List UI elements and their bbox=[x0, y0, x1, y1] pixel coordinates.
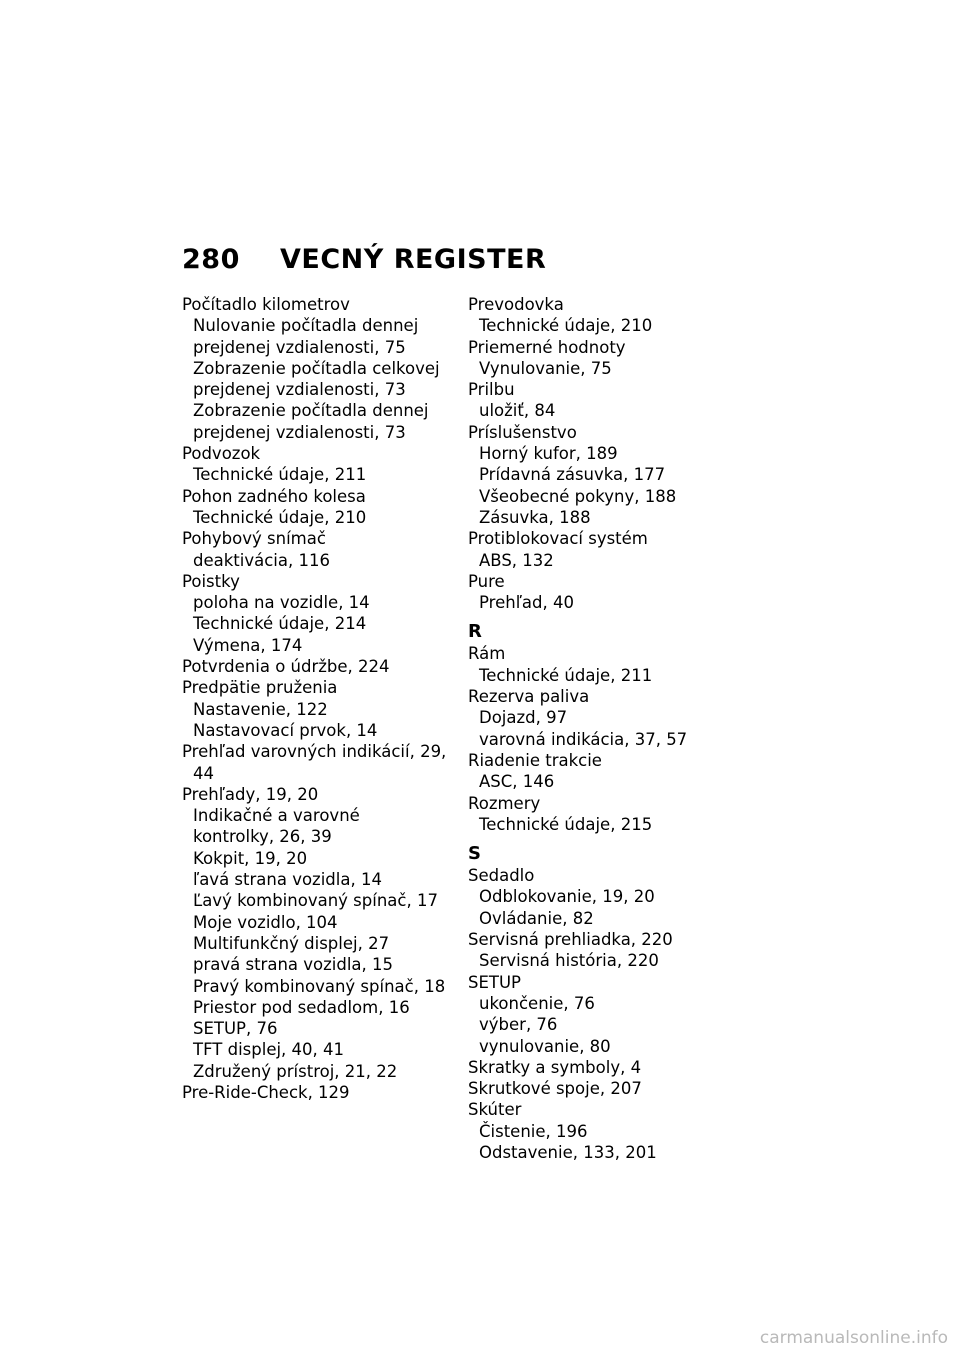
index-subterm: Technické údaje, 215 bbox=[479, 814, 653, 834]
index-subterm: deaktivácia, 116 bbox=[193, 550, 330, 570]
index-term: Prehľady, 19, 20 bbox=[182, 784, 319, 804]
index-term: Prilbu bbox=[468, 380, 515, 400]
index-subterm: Priestor pod sedadlom, 16 bbox=[193, 997, 410, 1017]
index-entry bbox=[468, 379, 718, 422]
index-term: Protiblokovací systém bbox=[468, 529, 648, 549]
index-term: Podvozok bbox=[182, 444, 261, 464]
index-entry bbox=[468, 528, 718, 571]
index-term: Riadenie trakcie bbox=[468, 750, 602, 770]
page-header bbox=[182, 244, 546, 275]
index-entry bbox=[468, 686, 718, 750]
index-subterm: Multifunkčný displej, 27 bbox=[193, 933, 390, 953]
index-column-right bbox=[468, 294, 718, 1163]
index-subterm: Technické údaje, 211 bbox=[193, 465, 367, 485]
index-term: SETUP bbox=[468, 972, 522, 992]
index-subterm: ukončenie, 76 bbox=[479, 993, 595, 1013]
index-subterm: Technické údaje, 210 bbox=[479, 316, 653, 336]
index-subterm: prejdenej vzdialenosti, 73 bbox=[193, 422, 406, 442]
index-subterm: Odstavenie, 133, 201 bbox=[479, 1142, 657, 1162]
index-entry bbox=[468, 643, 718, 686]
index-term: Prehľad varovných indikácií, 29, bbox=[182, 742, 447, 762]
index-subterm: Ovládanie, 82 bbox=[479, 908, 594, 928]
index-subterm: vynulovanie, 80 bbox=[479, 1036, 611, 1056]
index-entry bbox=[468, 1078, 718, 1099]
index-subterm: Výmena, 174 bbox=[193, 635, 303, 655]
index-subterm: ABS, 132 bbox=[479, 550, 554, 570]
index-term: Servisná prehliadka, 220 bbox=[468, 930, 673, 950]
index-subterm: Všeobecné pokyny, 188 bbox=[479, 486, 677, 506]
index-entry bbox=[468, 865, 718, 929]
index-entry bbox=[468, 422, 718, 528]
index-term: Sedadlo bbox=[468, 866, 535, 886]
index-subterm: uložiť, 84 bbox=[479, 401, 556, 421]
index-entry bbox=[468, 1057, 718, 1078]
index-term: Potvrdenia o údržbe, 224 bbox=[182, 657, 390, 677]
index-section-letter: R bbox=[468, 621, 482, 643]
index-subterm: Zásuvka, 188 bbox=[479, 507, 591, 527]
index-subterm: ľavá strana vozidla, 14 bbox=[193, 870, 382, 890]
index-subterm: Prehľad, 40 bbox=[479, 593, 574, 613]
index-subterm: prejdenej vzdialenosti, 75 bbox=[193, 337, 406, 357]
index-subterm: Odblokovanie, 19, 20 bbox=[479, 887, 655, 907]
index-term: Poistky bbox=[182, 571, 240, 591]
index-subterm: TFT displej, 40, 41 bbox=[193, 1040, 345, 1060]
index-entry bbox=[182, 1082, 452, 1103]
index-entry bbox=[468, 294, 718, 337]
index-term: Pre-Ride-Check, 129 bbox=[182, 1082, 350, 1102]
index-subterm: 44 bbox=[193, 763, 214, 783]
index-entry bbox=[468, 929, 718, 972]
index-term: Pohybový snímač bbox=[182, 529, 326, 549]
index-entry bbox=[468, 337, 718, 380]
index-entry bbox=[182, 443, 452, 486]
index-entry bbox=[182, 784, 452, 1082]
index-subterm: Moje vozidlo, 104 bbox=[193, 912, 338, 932]
index-entry bbox=[182, 677, 452, 741]
index-term: Skrutkové spoje, 207 bbox=[468, 1079, 642, 1099]
index-subterm: Kokpit, 19, 20 bbox=[193, 848, 308, 868]
index-column-left bbox=[182, 294, 452, 1103]
index-term: Rám bbox=[468, 644, 506, 664]
index-subterm: Čistenie, 196 bbox=[479, 1121, 588, 1141]
index-subterm: Technické údaje, 210 bbox=[193, 507, 367, 527]
index-term: Skratky a symboly, 4 bbox=[468, 1057, 642, 1077]
index-subterm: varovná indikácia, 37, 57 bbox=[479, 729, 688, 749]
index-entry bbox=[182, 528, 452, 571]
index-entry bbox=[182, 571, 452, 656]
index-subterm: Prídavná zásuvka, 177 bbox=[479, 465, 666, 485]
index-entry bbox=[468, 750, 718, 793]
index-subterm: Ľavý kombinovaný spínač, 17 bbox=[193, 891, 438, 911]
page-number: 280 bbox=[182, 244, 240, 275]
index-subterm: Zobrazenie počítadla celkovej bbox=[193, 358, 440, 378]
index-subterm: poloha na vozidle, 14 bbox=[193, 593, 370, 613]
index-entry bbox=[182, 741, 452, 784]
index-subterm: Servisná história, 220 bbox=[479, 951, 659, 971]
index-subterm: prejdenej vzdialenosti, 73 bbox=[193, 380, 406, 400]
index-subterm: ASC, 146 bbox=[479, 772, 555, 792]
index-term: Pure bbox=[468, 571, 505, 591]
index-subterm: výber, 76 bbox=[479, 1015, 558, 1035]
index-subterm: pravá strana vozidla, 15 bbox=[193, 955, 394, 975]
index-subterm: Vynulovanie, 75 bbox=[479, 358, 612, 378]
index-term: Priemerné hodnoty bbox=[468, 337, 626, 357]
index-subterm: Nastavovací prvok, 14 bbox=[193, 720, 378, 740]
index-subterm: Indikačné a varovné bbox=[193, 806, 360, 826]
index-term: Skúter bbox=[468, 1100, 522, 1120]
index-subterm: Zobrazenie počítadla dennej bbox=[193, 401, 429, 421]
index-subterm: kontrolky, 26, 39 bbox=[193, 827, 332, 847]
index-subterm: SETUP, 76 bbox=[193, 1019, 278, 1039]
index-entry bbox=[182, 486, 452, 529]
index-subterm: Nulovanie počítadla dennej bbox=[193, 316, 419, 336]
watermark: carmanualsonline.info bbox=[759, 1328, 948, 1348]
index-subterm: Združený prístroj, 21, 22 bbox=[193, 1061, 398, 1081]
index-entry bbox=[182, 294, 452, 443]
index-term: Rozmery bbox=[468, 793, 541, 813]
index-entry bbox=[468, 571, 718, 614]
index-subterm: Technické údaje, 211 bbox=[479, 665, 653, 685]
index-term: Príslušenstvo bbox=[468, 422, 577, 442]
index-subterm: Horný kufor, 189 bbox=[479, 444, 618, 464]
index-subterm: Dojazd, 97 bbox=[479, 708, 568, 728]
index-term: Pohon zadného kolesa bbox=[182, 486, 366, 506]
index-entry bbox=[182, 656, 452, 677]
index-section-letter: S bbox=[468, 843, 481, 865]
index-term: Prevodovka bbox=[468, 295, 564, 314]
index-subterm: Nastavenie, 122 bbox=[193, 699, 328, 719]
index-term: Rezerva paliva bbox=[468, 687, 590, 707]
index-entry bbox=[468, 1099, 718, 1163]
index-entry bbox=[468, 972, 718, 1057]
index-entry bbox=[468, 793, 718, 836]
index-subterm: Pravý kombinovaný spínač, 18 bbox=[193, 976, 446, 996]
index-term: Počítadlo kilometrov bbox=[182, 295, 350, 314]
index-subterm: Technické údaje, 214 bbox=[193, 614, 367, 634]
page-title: VECNÝ REGISTER bbox=[280, 244, 547, 275]
index-term: Predpätie pruženia bbox=[182, 678, 338, 698]
